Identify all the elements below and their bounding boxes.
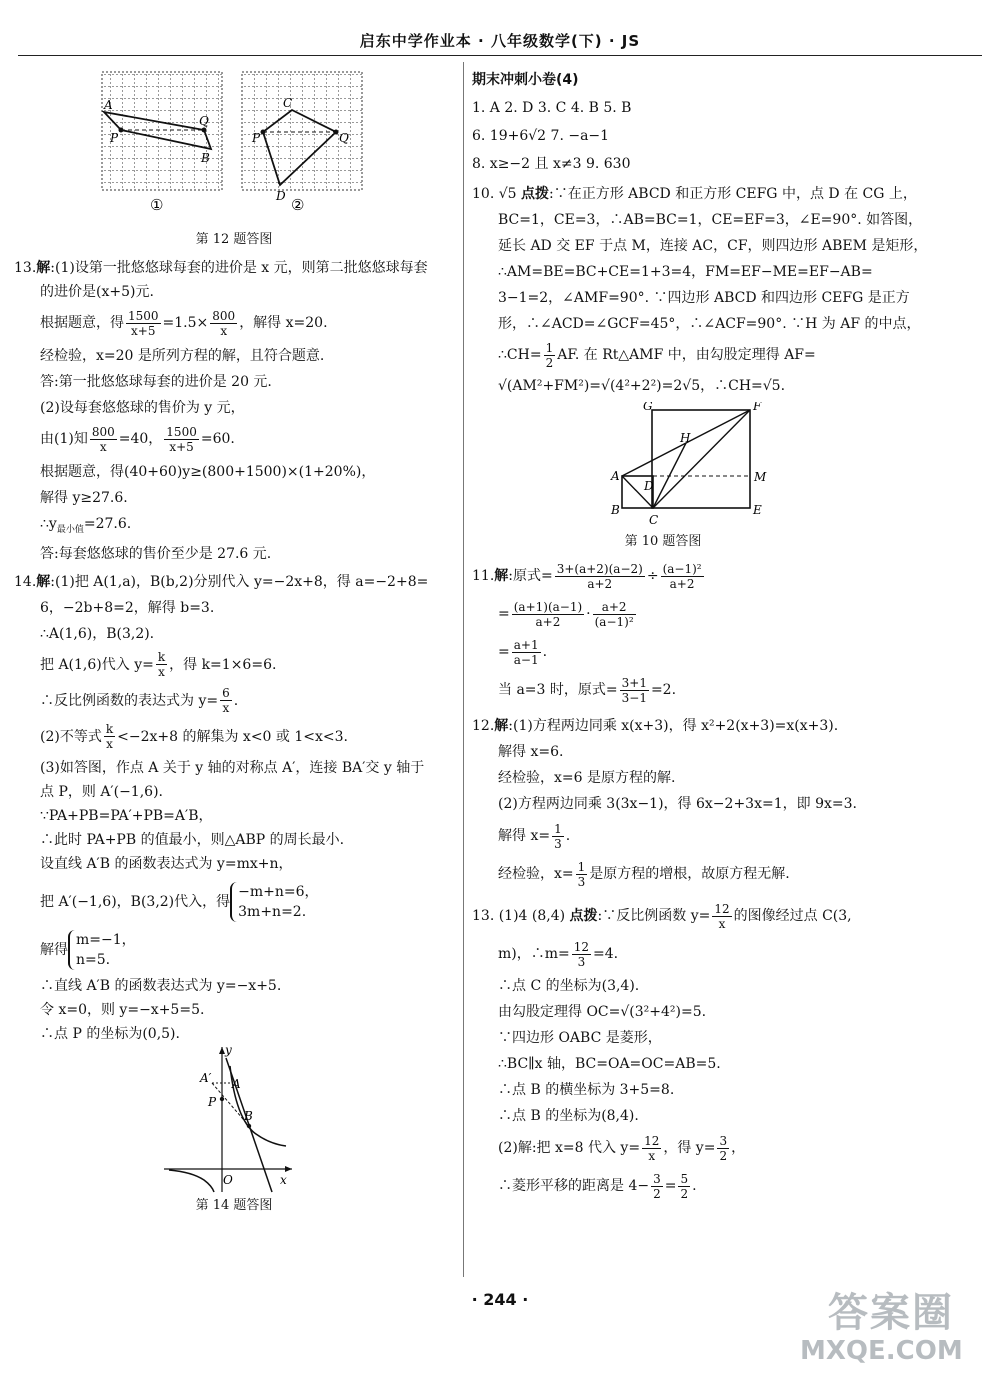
numerator: 6 xyxy=(222,686,230,701)
q11-l1c: :原式= xyxy=(508,568,553,584)
numerator: a+1 xyxy=(513,637,539,652)
denominator: 2 xyxy=(653,1186,661,1201)
q11-number: 11. xyxy=(472,568,495,584)
q10-text: :∵在正方形 ABCD 和正方形 CEFG 中，点 D 在 CG 上， xyxy=(549,186,917,202)
denominator: 2 xyxy=(545,355,554,370)
denominator: 3 xyxy=(577,954,586,969)
q13-line-8: 根据题意，得(40+60)y≥(800+1500)×(1+20%)， xyxy=(40,464,376,480)
figure-10-svg xyxy=(472,402,984,532)
fraction xyxy=(126,309,161,338)
q13-line-9: 解得 y≥27.6. xyxy=(40,490,128,506)
system-eq-1: m=−1， xyxy=(76,931,136,948)
q10-keyword: 点拨 xyxy=(521,186,549,202)
figure-12-caption: 第 12 题答图 xyxy=(195,232,273,247)
q13-l7b: =40， xyxy=(118,431,163,447)
q11-line-4 xyxy=(472,674,984,706)
label-m: M xyxy=(754,470,767,484)
point-q2 xyxy=(334,130,339,135)
q14-line-12 xyxy=(14,880,454,924)
label-c2: C xyxy=(283,96,293,110)
fraction xyxy=(620,676,649,705)
q13r-line-8: ∴点 B 的坐标为(8,4). xyxy=(498,1108,639,1124)
label-q1: Q xyxy=(199,114,209,128)
page-header: 启东中学作业本 · 八年级数学(下) · JS xyxy=(359,32,641,50)
numerator: k xyxy=(157,650,166,665)
q11-l3b: . xyxy=(542,644,548,660)
q14-l4b: ，得 k=1×6=6. xyxy=(169,656,277,673)
denominator: a+2 xyxy=(587,576,613,591)
q12-line-1 xyxy=(472,716,984,736)
q14-line-1 xyxy=(14,572,454,592)
q13-number: 13. xyxy=(14,260,37,276)
q14-l13a: 解得 xyxy=(40,941,68,958)
fraction xyxy=(678,1172,690,1201)
q12-text: :(1)方程两边同乘 x(x+3)，得 x²+2(x+3)=x(x+3). xyxy=(508,718,839,734)
numerator: 1 xyxy=(554,821,562,836)
q10-line-3: 延长 AD 交 EF 于点 M，连接 AC，CF，则四边形 ABEM 是矩形， xyxy=(498,238,928,254)
q14-line-10: ∴此时 PA+PB 的值最小，则△ABP 的周长最小. xyxy=(40,831,345,848)
numerator: 3+(a+2)(a−2) xyxy=(556,561,643,576)
fraction xyxy=(712,902,731,931)
label-d2: D xyxy=(276,189,286,203)
q13-line-1 xyxy=(14,258,454,278)
q13-l3b: =1.5× xyxy=(162,315,209,331)
q14-text: :(1)把 A(1,a)，B(b,2)分别代入 y=−2x+8，得 a=−2+8= xyxy=(50,573,429,590)
denominator: 2 xyxy=(719,1148,728,1163)
q13r-line-2 xyxy=(472,938,984,970)
q14-line-4 xyxy=(14,650,454,680)
q14-l5b: . xyxy=(233,692,239,709)
section-title: 期末冲刺小卷(4) xyxy=(472,72,579,88)
q14-line-11: 设直线 A′B 的函数表达式为 y=mx+n， xyxy=(40,855,293,872)
label-a: A xyxy=(611,469,620,483)
system-eq-2: 3m+n=2. xyxy=(238,903,307,920)
numerator: 3 xyxy=(653,1171,661,1186)
q13r-line-5: ∵四边形 OABC 是菱形， xyxy=(498,1030,662,1046)
denominator: x+5 xyxy=(169,439,194,454)
line-cf xyxy=(653,410,750,508)
q10-line-8: √(AM²+FM²)=√(4²+2²)=2√5，∴CH=√5. xyxy=(498,378,786,394)
q10-l7b: AF. 在 Rt△AMF 中，由勾股定理得 AF= xyxy=(557,347,816,363)
point-b xyxy=(247,1124,251,1128)
q11-l4b: =2. xyxy=(650,682,677,698)
fraction xyxy=(544,341,556,370)
denominator: 3 xyxy=(577,874,586,889)
q11-line-1 xyxy=(472,560,984,592)
watermark-logo xyxy=(800,1290,1000,1370)
answers-6-7: 6. 19+6√2 7. −a−1 xyxy=(472,128,610,144)
figure-14-svg xyxy=(14,1044,454,1194)
figure-14-caption: 第 14 题答图 xyxy=(195,1197,273,1213)
q14-line-8: 点 P，则 A′(−1,6). xyxy=(40,783,163,800)
q12-line-5 xyxy=(472,820,984,852)
q13r-line-10 xyxy=(472,1170,984,1202)
figure-12 xyxy=(14,62,454,212)
q11-line-2 xyxy=(472,598,984,630)
label-x: x xyxy=(280,1172,287,1187)
q12-line-2: 解得 x=6. xyxy=(498,744,564,760)
denominator: (a−1)² xyxy=(594,614,634,629)
q11-l1d: ÷ xyxy=(646,568,659,584)
q11-keyword: 解 xyxy=(494,568,509,584)
q13r-l9c: ， xyxy=(731,1140,746,1156)
label-b: B xyxy=(244,1108,253,1123)
q13-line-2: 的进价是(x+5)元. xyxy=(40,284,154,300)
q10-l7a: ∴CH= xyxy=(498,347,542,363)
fraction xyxy=(576,860,588,889)
fraction xyxy=(512,638,541,667)
label-b1: B xyxy=(201,151,210,165)
system-eq-2: n=5. xyxy=(76,951,111,968)
q14-keyword: 解 xyxy=(36,573,51,590)
q13r-line-3: ∴点 C 的坐标为(3,4). xyxy=(498,978,640,994)
q13r-l2b: =4. xyxy=(593,946,619,962)
numerator: 3 xyxy=(719,1133,728,1148)
x-arrow xyxy=(285,1166,292,1172)
figure-12-svg xyxy=(14,62,454,212)
q14-line-2: 6，−2b+8=2，解得 b=3. xyxy=(40,599,215,616)
fraction xyxy=(555,562,645,591)
hyperbola-branch-2 xyxy=(169,1170,214,1192)
q14-line-14: ∴直线 A′B 的函数表达式为 y=−x+5. xyxy=(40,977,282,994)
point-p xyxy=(220,1097,224,1101)
q12-line-6 xyxy=(472,858,984,890)
q14-line-5 xyxy=(14,686,454,716)
q14-line-6 xyxy=(14,722,454,752)
q13-text: :(1)设第一批悠悠球每套的进价是 x 元，则第二批悠悠球每套 xyxy=(50,260,428,276)
fraction xyxy=(164,425,199,454)
numerator: 800 xyxy=(91,424,115,439)
q10-line-4: ∴AM=BE=BC+CE=1+3=4，FM=EF−ME=EF−AB= xyxy=(498,264,873,280)
denominator: 3−1 xyxy=(621,690,647,705)
denominator: x xyxy=(106,737,113,752)
q13-l3c: ，解得 x=20. xyxy=(239,315,328,331)
fraction xyxy=(642,1134,661,1163)
q14-l5a: ∴反比例函数的表达式为 y= xyxy=(40,692,219,709)
q10-line-7 xyxy=(472,340,984,370)
numerator: 1 xyxy=(545,340,554,355)
denominator: x xyxy=(648,1148,656,1163)
numerator: 12 xyxy=(714,901,730,916)
label-o: O xyxy=(223,1172,233,1187)
subscript-min: 最小值 xyxy=(56,524,84,535)
q11-l2a: = xyxy=(498,606,510,622)
label-h: H xyxy=(680,431,691,445)
label-p2: P xyxy=(252,131,261,145)
denominator: a+2 xyxy=(535,614,561,629)
denominator: x xyxy=(222,701,230,716)
watermark-cn: 答案圈 xyxy=(828,1290,954,1336)
q11-l3a: = xyxy=(498,644,510,660)
fraction xyxy=(717,1134,729,1163)
q13r-l2a: m)，∴m= xyxy=(498,946,570,962)
fraction xyxy=(104,722,115,751)
denominator: 3 xyxy=(554,836,562,851)
q13-line-5: 答:第一批悠悠球每套的进价是 20 元. xyxy=(40,374,272,390)
figure-num-1: ① xyxy=(150,196,164,212)
point-q1 xyxy=(202,128,207,133)
numerator: k xyxy=(105,722,114,737)
fraction xyxy=(90,425,117,454)
denominator: x+5 xyxy=(131,323,156,338)
q13r-keyword: 点拨 xyxy=(569,908,598,924)
left-column xyxy=(14,62,454,1216)
q12-l5a: 解得 x= xyxy=(498,828,551,844)
q13-l7a: 由(1)知 xyxy=(40,431,88,447)
label-y: y xyxy=(225,1043,232,1057)
q12-keyword: 解 xyxy=(494,718,509,734)
figure-10 xyxy=(472,402,984,532)
q13r-l10a: ∴菱形平移的距离是 4− xyxy=(498,1178,650,1194)
fraction xyxy=(210,309,237,338)
answers-1-5: 1. A 2. D 3. C 4. B 5. B xyxy=(472,100,632,116)
q13r-line-9 xyxy=(472,1132,984,1164)
q13-line-6: (2)设每套悠悠球的售价为 y 元， xyxy=(40,400,245,416)
fraction xyxy=(651,1172,663,1201)
figure-14 xyxy=(14,1044,454,1194)
q13-line-7 xyxy=(14,424,454,454)
fraction xyxy=(572,940,591,969)
q13-l3a: 根据题意，得 xyxy=(40,315,124,331)
q13-l10a: ∴y xyxy=(40,516,57,532)
equation-system xyxy=(68,930,136,970)
numerator: a+2 xyxy=(593,600,636,615)
q14-l4a: 把 A(1,6)代入 y= xyxy=(40,656,154,673)
q13-l7c: =60. xyxy=(200,431,235,447)
q11-l2b: · xyxy=(586,606,591,622)
system-eq-1: −m+n=6， xyxy=(238,883,319,900)
numerator: 12 xyxy=(644,1133,660,1148)
q10-line-6: 形，∴∠ACD=∠GCF=45°，∴∠ACF=90°. ∵H 为 AF 的中点， xyxy=(498,316,921,332)
q13-line-4: 经检验，x=20 是所列方程的解，且符合题意. xyxy=(40,348,325,364)
q14-line-13 xyxy=(14,928,454,972)
q13r-line-6: ∴BC∥x 轴，BC=OA=OC=AB=5. xyxy=(498,1056,721,1072)
fraction xyxy=(512,600,584,629)
q13r-l10c: . xyxy=(692,1178,697,1194)
answers-8-9: 8. x≥−2 且 x≠3 9. 630 xyxy=(472,156,631,172)
fraction xyxy=(593,600,636,629)
q13-l10b: =27.6. xyxy=(83,516,132,532)
q12-number: 12. xyxy=(472,718,495,734)
page-number: · 244 · xyxy=(471,1290,529,1309)
numerator: (a+1)(a−1) xyxy=(513,599,583,614)
right-column xyxy=(472,62,984,1202)
label-a-prime: A′ xyxy=(200,1070,212,1085)
label-f: F xyxy=(753,402,762,413)
label-p: P xyxy=(208,1094,217,1109)
fraction xyxy=(552,822,564,851)
q13-line-3 xyxy=(14,308,454,338)
q12-line-3: 经检验，x=6 是原方程的解. xyxy=(498,770,676,786)
q11-line-3 xyxy=(472,636,984,668)
label-a1: A xyxy=(104,98,113,112)
q13r-l9a: (2)解:把 x=8 代入 y= xyxy=(498,1140,641,1156)
q10-answer: 10. √5 xyxy=(472,186,517,202)
q14-l6a: (2)不等式 xyxy=(40,728,102,745)
q14-number: 14. xyxy=(14,573,37,590)
numerator: 5 xyxy=(680,1171,689,1186)
label-a: A xyxy=(232,1076,241,1091)
q13r-l9b: ，得 y= xyxy=(663,1140,716,1156)
figure-num-2: ② xyxy=(291,196,305,212)
q12-l6a: 经检验，x= xyxy=(498,866,574,882)
q10-line-2: BC=1，CE=3，∴AB=BC=1，CE=EF=3，∠E=90°. 如答图， xyxy=(498,212,923,228)
column-divider xyxy=(463,62,464,1277)
q10-line-5: 3−1=2，∠AMF=90°. ∵四边形 ABCD 和四边形 CEFG 是正方 xyxy=(498,290,910,306)
point-p1 xyxy=(119,128,124,133)
figure-10-caption: 第 10 题答图 xyxy=(624,534,702,549)
q12-l5b: . xyxy=(565,828,571,844)
q14-line-9: ∵PA+PB=PA′+PB=A′B， xyxy=(40,807,213,824)
fraction xyxy=(661,562,704,591)
fraction xyxy=(220,686,232,715)
q13r-line-4: 由勾股定理得 OC=√(3²+4²)=5. xyxy=(498,1004,707,1020)
numerator: 1 xyxy=(577,859,586,874)
point-p2 xyxy=(261,130,266,135)
q13r-l10b: = xyxy=(664,1178,677,1194)
q13-line-11: 答:每套悠悠球的售价至少是 27.6 元. xyxy=(40,545,272,562)
label-g: G xyxy=(643,402,653,413)
q13-keyword: 解 xyxy=(36,260,51,276)
q12-line-4: (2)方程两边同乘 3(3x−1)，得 6x−2+3x=1，即 9x=3. xyxy=(498,796,857,812)
denominator: a+2 xyxy=(669,576,695,591)
denominator: a−1 xyxy=(513,652,539,667)
q13r-l1c: :∵反比例函数 y= xyxy=(597,908,711,924)
label-p1: P xyxy=(110,131,119,145)
q14-line-15: 令 x=0，则 y=−x+5=5. xyxy=(40,1001,205,1018)
label-b: B xyxy=(611,503,620,517)
q14-line-16: ∴点 P 的坐标为(0,5). xyxy=(40,1025,180,1042)
label-e: E xyxy=(753,503,762,517)
numerator: 12 xyxy=(573,939,590,954)
numerator: 1500 xyxy=(166,424,197,439)
denominator: x xyxy=(99,439,107,454)
q12-l6b: 是原方程的增根，故原方程无解. xyxy=(589,866,790,882)
numerator: 800 xyxy=(212,308,236,323)
q13r-answer: 13. (1)4 (8,4) xyxy=(472,908,566,924)
numerator: 1500 xyxy=(128,308,159,323)
q14-line-3: ∴A(1,6)，B(3,2). xyxy=(40,625,155,642)
numerator: 3+1 xyxy=(621,675,647,690)
denominator: x xyxy=(158,665,165,680)
label-c: C xyxy=(649,513,659,527)
q11-l4a: 当 a=3 时，原式= xyxy=(498,682,618,698)
equation-system xyxy=(230,882,318,922)
watermark-en: MXQE.COM xyxy=(800,1336,963,1366)
q13r-line-7: ∴点 B 的横坐标为 3+5=8. xyxy=(498,1082,675,1098)
label-q2: Q xyxy=(339,131,349,145)
q14-l6b: <−2x+8 的解集为 x<0 或 1<x<3. xyxy=(117,728,348,745)
denominator: 2 xyxy=(680,1186,689,1201)
q13r-line-1 xyxy=(472,900,984,932)
denominator: x xyxy=(220,323,228,338)
numerator: (a−1)² xyxy=(662,561,702,576)
q13r-l1d: 的图像经过点 C(3, xyxy=(733,908,852,924)
q14-line-7: (3)如答图，作点 A 关于 y 轴的对称点 A′，连接 BA′交 y 轴于 xyxy=(40,759,425,776)
q14-l12a: 把 A′(−1,6)，B(3,2)代入，得 xyxy=(40,893,231,910)
label-d: D xyxy=(644,479,654,493)
denominator: x xyxy=(718,916,726,931)
q10-line-1 xyxy=(472,184,984,204)
header-rule xyxy=(18,55,982,56)
fraction xyxy=(156,650,167,679)
